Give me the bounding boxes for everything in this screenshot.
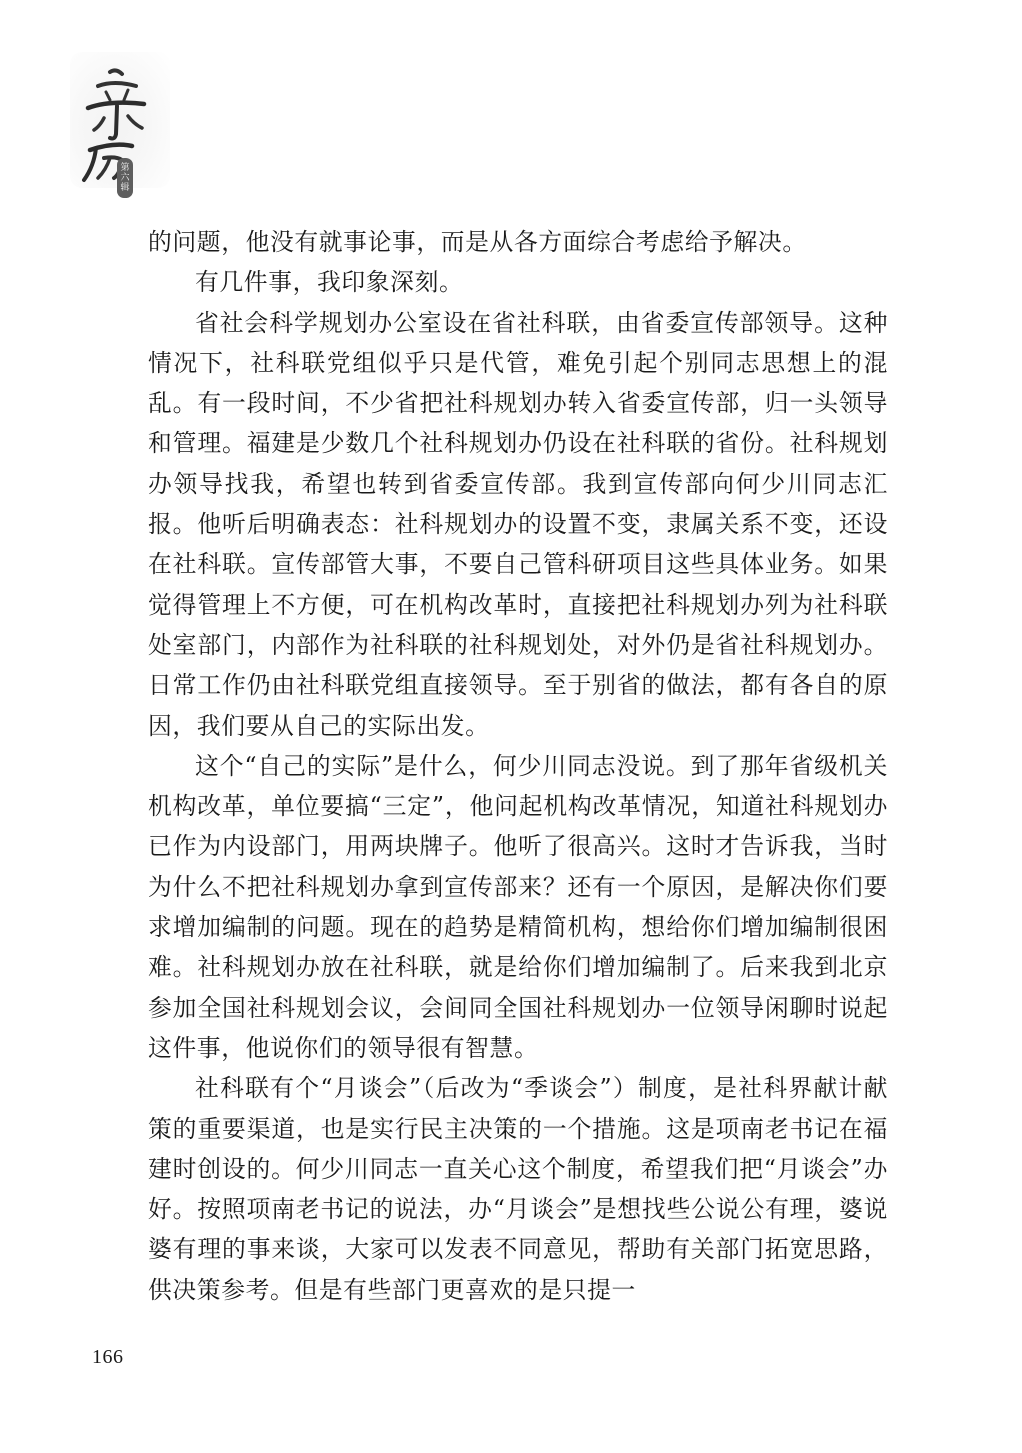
body-paragraph: 省社会科学规划办公室设在省社科联，由省委宣传部领导。这种情况下，社科联党组似乎只是代管，难免引起个别同志思想上的混乱。有一段时间，不少省把社科规划办转入省委宣传部，归一头领导和管理。福建是少数几个社科规划办仍设在社科联的省份。社科规划办领导找我，希望也转到省委宣传部。我到宣传部向何少川同志汇报。他听后明确表态：社科规划办的设置不变，隶属关系不变，还设在社科联。宣传部管大事，不要自己管科研项目这些具体业务。如果觉得管理上不方便，可在机构改革时，直接把社科规划办列为社科联处室部门，内部作为社科联的社科规划处，对外仍是省社科规划办。日常工作仍由社科联党组直接领导。至于别省的做法，都有各自的原因，我们要从自己的实际出发。: [148, 308, 888, 740]
series-seal-stamp: [117, 158, 133, 198]
seal-text: 第 六 辑: [120, 163, 130, 193]
page-number: 166: [92, 1346, 124, 1368]
body-paragraph: 这个“自己的实际”是什么，何少川同志没说。到了那年省级机关机构改革，单位要搞“三定”，他问起机构改革情况，知道社科规划办已作为内设部门，用两块牌子。他听了很高兴。这时才告诉我，当时为什么不把社科规划办拿到宣传部来？还有一个原因，是解决你们要求增加编制的问题。现在的趋势是精简机构，想给你们增加编制很困难。社科规划办放在社科联，就是给你们增加编制了。后来我到北京参加全国社科规划会议，会间同全国社科规划办一位领导闲聊时说起这件事，他说你们的领导很有智慧。: [148, 751, 888, 1062]
book-series-logo: [70, 52, 170, 193]
body-paragraph: 有几件事，我印象深刻。: [195, 268, 464, 297]
page-body-text: [148, 222, 888, 1310]
body-paragraph: 社科联有个“月谈会”（后改为“季谈会”）制度，是社科界献计献策的重要渠道，也是实行民主决策的一个措施。这是项南老书记在福建时创设的。何少川同志一直关心这个制度，希望我们把“月谈会”办好。按照项南老书记的说法，办“月谈会”是想找些公说公有理，婆说婆有理的事来谈，大家可以发表不同意见，帮助有关部门拓宽思路，供决策参考。但是有些部门更喜欢的是只提一: [148, 1074, 888, 1304]
body-paragraph: 的问题，他没有就事论事，而是从各方面综合考虑给予解决。: [148, 228, 807, 256]
